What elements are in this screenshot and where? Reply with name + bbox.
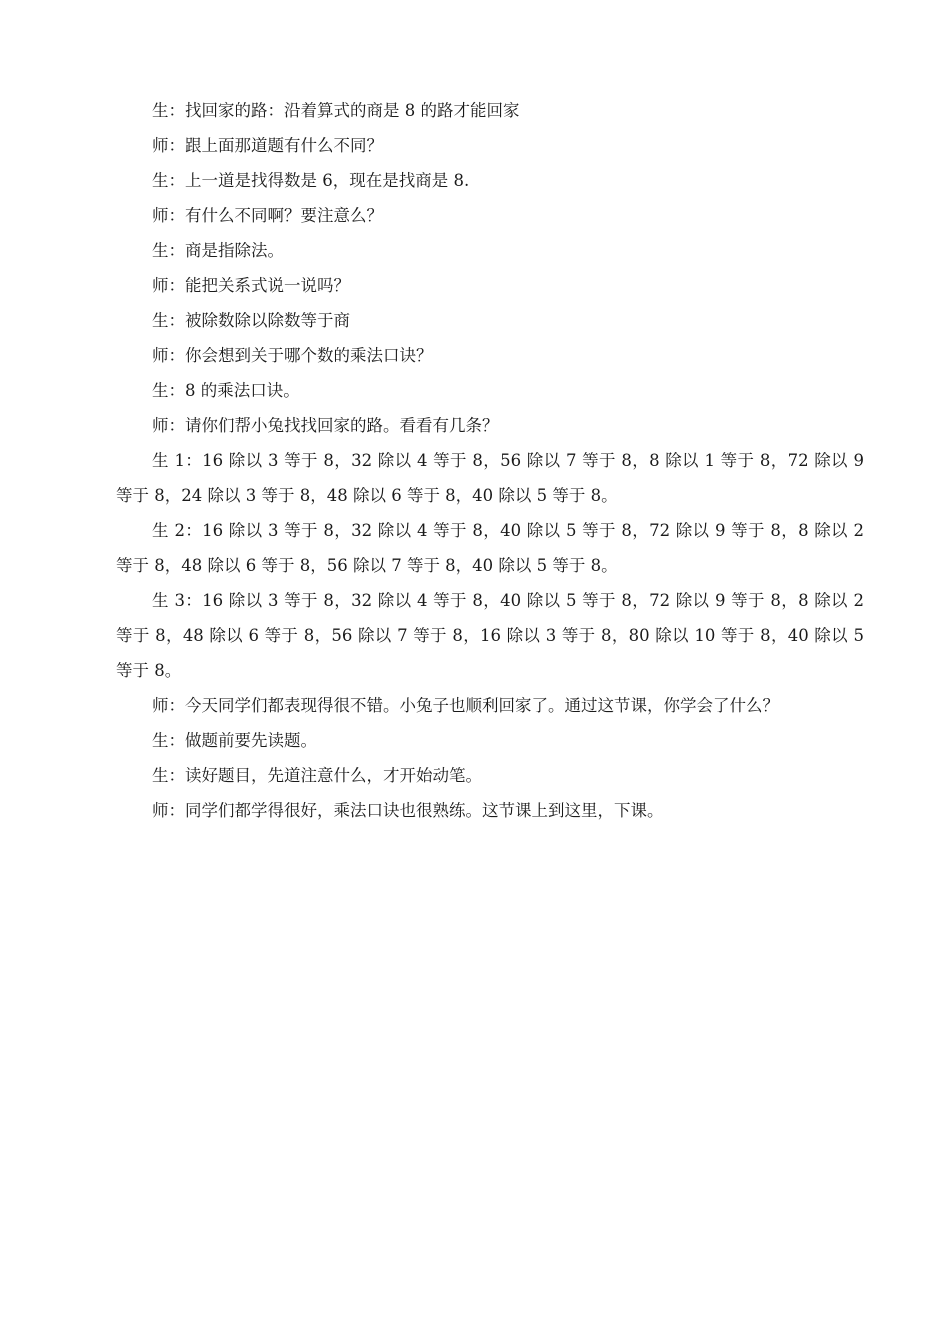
dialogue-line: 生：上一道是找得数是 6，现在是找商是 8. [152,171,470,190]
dialogue-line: 师：能把关系式说一说吗？ [152,276,350,295]
dialogue-line: 师：同学们都学得很好，乘法口诀也很熟练。这节课上到这里，下课。 [152,801,664,820]
dialogue-line: 师：有什么不同啊？要注意么？ [152,206,383,225]
dialogue-line: 师：跟上面那道题有什么不同？ [152,136,383,155]
student-answer-3: 生 3：16 除以 3 等于 8，32 除以 4 等于 8，40 除以 5 等于 8，72 除以 9 等于 8，8 除以 2 等于 8，48 除以 6 等于 8，56 除以 7 等于 8，16 除以 3 等于 8，80 除以 10 等于 8，40 除以 5 等于 8。 [116,591,864,680]
dialogue-line: 生：被除数除以除数等于商 [152,311,350,330]
dialogue-line: 生：找回家的路：沿着算式的商是 8 的路才能回家 [152,101,520,120]
dialogue-line: 师：你会想到关于哪个数的乘法口诀？ [152,346,433,365]
student-answer-2: 生 2：16 除以 3 等于 8，32 除以 4 等于 8，40 除以 5 等于 8，72 除以 9 等于 8，8 除以 2 等于 8，48 除以 6 等于 8，56 除以 7 等于 8，40 除以 5 等于 8。 [116,521,864,575]
dialogue-line: 生：做题前要先读题。 [152,731,317,750]
document-body [116,93,864,828]
student-answer-1: 生 1：16 除以 3 等于 8，32 除以 4 等于 8，56 除以 7 等于 8，8 除以 1 等于 8，72 除以 9 等于 8，24 除以 3 等于 8，48 除以 6 等于 8，40 除以 5 等于 8。 [116,451,864,505]
dialogue-line: 生：8 的乘法口诀。 [152,381,300,400]
dialogue-line: 师：请你们帮小兔找找回家的路。看看有几条？ [152,416,499,435]
dialogue-line: 师：今天同学们都表现得很不错。小兔子也顺利回家了。通过这节课，你学会了什么？ [152,696,779,715]
dialogue-line: 生：商是指除法。 [152,241,284,260]
dialogue-line: 生：读好题目，先道注意什么，才开始动笔。 [152,766,482,785]
